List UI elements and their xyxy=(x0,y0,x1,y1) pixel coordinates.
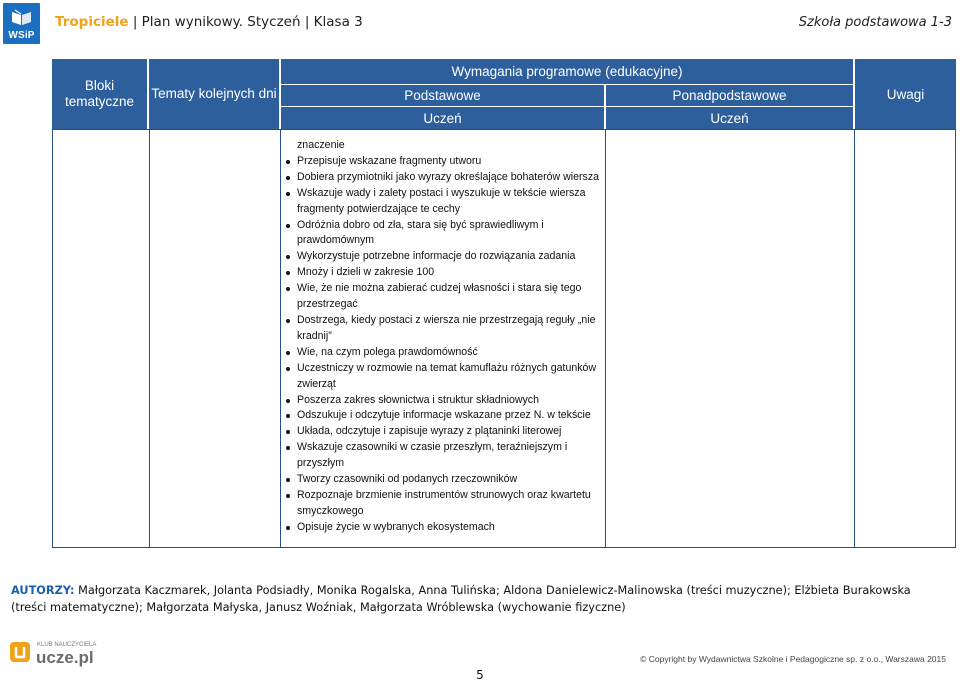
authors-note xyxy=(11,582,946,616)
requirement-text: Odszukuje i odczytuje informacje wskazane przez N. w tekście xyxy=(297,409,591,422)
requirement-text: Dostrzega, kiedy postaci z wiersza nie przestrzegają reguły „nie kradnij” xyxy=(297,313,596,342)
requirement-text: Układa, odczytuje i zapisuje wyrazy z plątaninki literowej xyxy=(297,425,562,438)
requirement-item xyxy=(285,249,605,265)
requirement-text: Opisuje życie w wybranych ekosystemach xyxy=(297,520,495,533)
page-number: 5 xyxy=(476,668,484,682)
requirement-item xyxy=(285,170,605,186)
requirement-item xyxy=(285,186,605,218)
requirement-item xyxy=(285,408,605,424)
cell-uwagi xyxy=(854,129,956,548)
book-icon xyxy=(11,9,32,26)
series-name: Tropiciele xyxy=(55,14,129,30)
bullet-icon xyxy=(286,446,290,450)
bullet-icon xyxy=(286,192,290,196)
uczen-label-1: Uczeń xyxy=(423,110,462,126)
header-uwagi xyxy=(855,59,956,129)
header-uwagi-label: Uwagi xyxy=(886,86,925,102)
header-bloki-label: Bloki tematyczne xyxy=(64,78,135,109)
requirement-text: Rozpoznaje brzmienie instrumentów strunowych oraz kwartetu smyczkowego xyxy=(297,488,591,517)
requirements-list xyxy=(285,138,605,536)
requirement-item xyxy=(285,265,605,281)
requirement-text: Dobiera przymiotniki jako wyrazy określające bohaterów wiersza xyxy=(297,170,600,183)
header-tematy-label: Tematy kolejnych dni xyxy=(151,86,277,101)
logo-text: WSiP xyxy=(8,30,35,41)
requirement-text: Odróżnia dobro od zła, stara się być sprawiedliwym i prawdomównym xyxy=(297,218,544,247)
bullet-icon xyxy=(286,176,290,180)
authors-label: AUTORZY: xyxy=(11,584,75,597)
page-subtitle: | Plan wynikowy. Styczeń | Klasa 3 xyxy=(132,14,363,30)
requirement-item xyxy=(285,154,605,170)
bullet-icon xyxy=(286,526,290,530)
header-wymagania-label: Wymagania programowe (edukacyjne) xyxy=(451,64,683,79)
requirement-item xyxy=(285,345,605,361)
bullet-icon xyxy=(286,414,290,418)
requirement-item xyxy=(285,281,605,313)
bullet-icon xyxy=(286,319,290,323)
requirement-item xyxy=(285,424,605,440)
bullet-icon xyxy=(286,351,290,355)
bullet-icon xyxy=(286,478,290,482)
header-bloki xyxy=(52,59,147,129)
bullet-icon xyxy=(286,367,290,371)
requirement-item xyxy=(285,440,605,472)
header-uczen-ponadpodstawowe xyxy=(606,107,853,129)
header-uczen-podstawowe xyxy=(281,107,604,129)
header-podstawowe xyxy=(281,85,604,106)
cell-ponadpodstawowe xyxy=(605,129,855,548)
requirement-items xyxy=(285,154,605,536)
page-title xyxy=(55,14,363,30)
requirement-text: Wie, że nie można zabierać cudzej własności i stara się tego przestrzegać xyxy=(297,282,582,311)
header-podstawowe-label: Podstawowe xyxy=(404,88,481,103)
copyright-note: © Copyright by Wydawnictwa Szkolne i Pedagogiczne sp. z o.o., Warszawa 2015 xyxy=(640,654,946,664)
requirement-text: Wskazuje wady i zalety postaci i wyszukuje w tekście wiersza fragmenty potwierdzające te cechy xyxy=(297,186,586,215)
uczen-label-2: Uczeń xyxy=(710,110,749,126)
bullet-icon xyxy=(286,255,290,259)
requirement-item xyxy=(285,472,605,488)
header-ponadpodstawowe xyxy=(606,85,853,106)
requirement-text: Tworzy czasowniki od podanych rzeczowników xyxy=(297,473,518,486)
klub-logo-text: ucze.pl xyxy=(36,648,94,667)
header-wymagania xyxy=(281,59,853,84)
requirement-text: Przepisuje wskazane fragmenty utworu xyxy=(297,154,482,167)
bullet-icon xyxy=(286,160,290,164)
bullet-icon xyxy=(286,430,290,434)
requirement-item xyxy=(285,393,605,409)
bullet-icon xyxy=(286,271,290,275)
klub-label: KLUB NAUCZYCIELA xyxy=(37,642,97,648)
header-tematy xyxy=(149,59,279,129)
requirement-text: Poszerza zakres słownictwa i struktur składniowych xyxy=(297,393,539,406)
cell-bloki xyxy=(52,129,150,548)
bullet-icon xyxy=(286,224,290,228)
bullet-icon xyxy=(286,494,290,498)
bullet-icon xyxy=(286,399,290,403)
requirement-text: Wie, na czym polega prawdomówność xyxy=(297,345,478,358)
requirement-item xyxy=(285,520,605,536)
klub-nauczyciela-logo xyxy=(10,637,100,667)
cell-tematy xyxy=(149,129,281,548)
requirement-text: Mnoży i dzieli w zakresie 100 xyxy=(297,266,435,279)
school-level: Szkoła podstawowa 1-3 xyxy=(798,15,952,30)
bullet-icon xyxy=(286,287,290,291)
requirement-text: Wskazuje czasowniki w czasie przeszłym, teraźniejszym i przyszłym xyxy=(297,441,568,470)
header-ponadpodstawowe-label: Ponadpodstawowe xyxy=(672,88,787,103)
requirement-item xyxy=(285,313,605,345)
requirement-item xyxy=(285,488,605,520)
list-lead: znaczenie xyxy=(297,139,345,151)
requirement-text: Wykorzystuje potrzebne informacje do rozwiązania zadania xyxy=(297,250,576,263)
authors-text: Małgorzata Kaczmarek, Jolanta Podsiadły, Monika Rogalska, Anna Tulińska; Aldona Danielewicz-Malinowska (treści muzyczne); Elżbieta Burakowska (treści matematyczne); Małgorzata Małyska, Janusz Woźniak, Małgorzata Wróblewska (wychowanie fizyczne) xyxy=(11,584,911,614)
requirement-item xyxy=(285,361,605,393)
requirement-item xyxy=(285,218,605,250)
requirement-text: Uczestniczy w rozmowie na temat kamuflażu różnych gatunków zwierząt xyxy=(297,361,597,390)
wsip-logo xyxy=(3,3,40,44)
